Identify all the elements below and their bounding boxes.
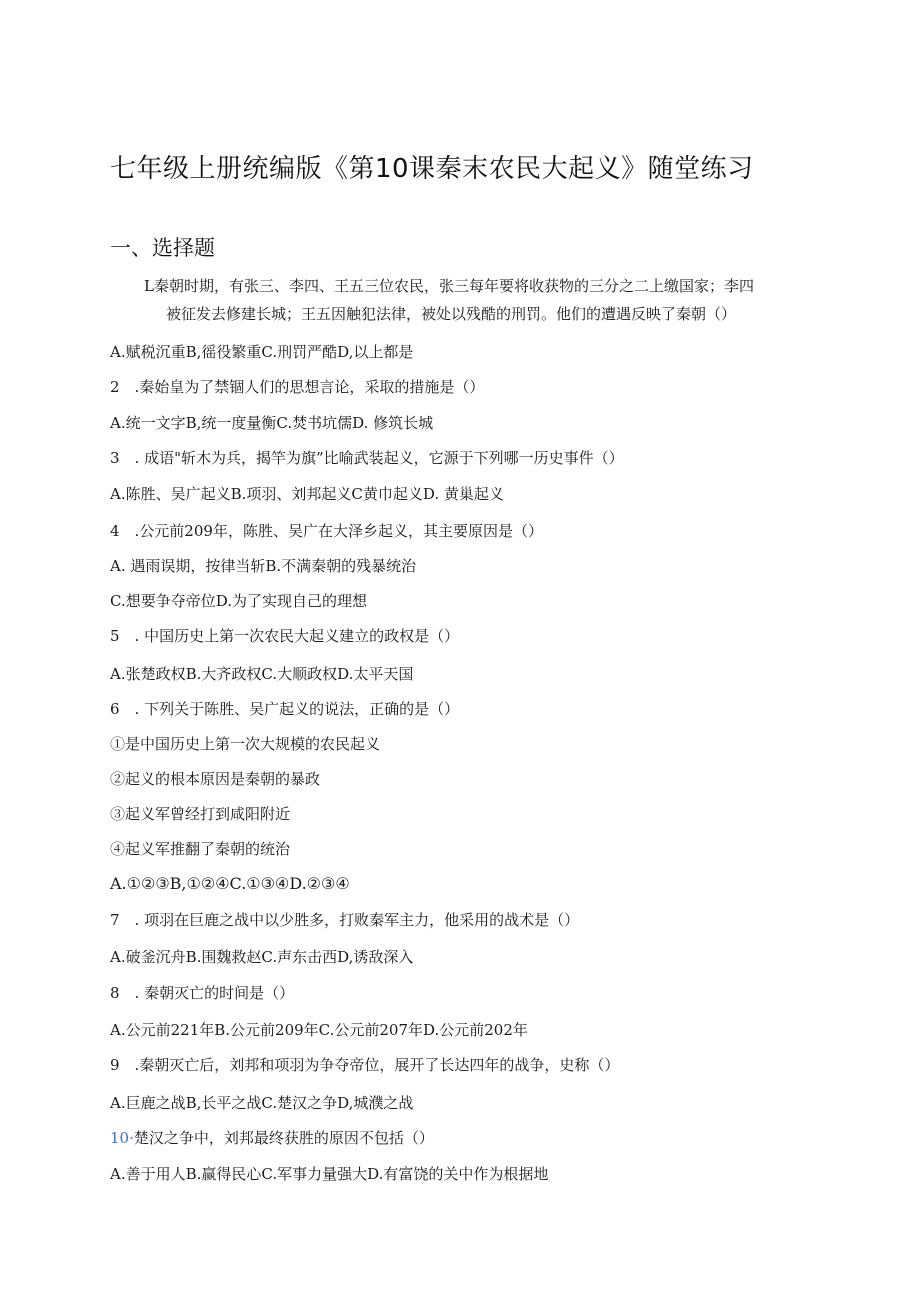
q6-statement-3: ③起义军曾经打到咸阳附近 [110, 805, 291, 823]
question-7: 7 . 项羽在巨鹿之战中以少胜多，打败秦军主力，他采用的战术是（） [110, 911, 580, 929]
q6-statement-4: ④起义军推翻了秦朝的统治 [110, 840, 291, 858]
question-4: 4 .公元前209年，陈胜、吴广在大泽乡起义，其主要原因是（） [110, 522, 543, 540]
page-title: 七年级上册统编版《第10课秦末农民大起义》随堂练习 [110, 154, 754, 184]
question-5: 5 . 中国历史上第一次农民大起义建立的政权是（） [110, 627, 460, 645]
question-3: 3 . 成语"斩木为兵，揭竿为旗”比喻武装起义，它源于下列哪一历史事件（） [110, 449, 624, 467]
q1-options: A.赋税沉重B,徭役繁重C.刑罚严酷D,以上都是 [110, 343, 414, 361]
question-1-line-1: L秦朝时期，有张三、李四、王五三位农民，张三每年要将收获物的三分之二上缴国家；李四 [144, 277, 754, 295]
q3-options: A.陈胜、吴广起义B.项羽、刘邦起义C黄巾起义D. 黄巢起义 [110, 485, 504, 503]
q5-options: A.张楚政权B.大齐政权C.大顺政权D.太平天国 [110, 665, 414, 683]
question-8: 8 . 秦朝灭亡的时间是（） [110, 984, 295, 1002]
question-9: 9 .秦朝灭亡后，刘邦和项羽为争夺帝位，展开了长达四年的战争，史称（） [110, 1056, 620, 1074]
question-10 [110, 1128, 434, 1148]
q10-options: A.善于用人B.赢得民心C.军事力量强大D.有富饶的关中作为根据地 [110, 1165, 549, 1183]
q6-options: A.①②③B,①②④C.①③④D.②③④ [110, 874, 350, 893]
q4-options-a-b: A. 遇雨误期，按律当斩B.不满秦朝的残暴统治 [110, 557, 417, 575]
question-10-text: 楚汉之争中，刘邦最终获胜的原因不包括（） [133, 1129, 434, 1147]
q6-statement-1: ①是中国历史上第一次大规模的农民起义 [110, 735, 381, 753]
question-10-number: 10· [110, 1129, 134, 1147]
q7-options: A.破釜沉舟B.围魏救赵C.声东击西D,诱敌深入 [110, 948, 414, 966]
question-2: 2 .秦始皇为了禁锢人们的思想言论，采取的措施是（） [110, 378, 485, 396]
q9-options: A.巨鹿之战B,长平之战C.楚汉之争D,城濮之战 [110, 1094, 414, 1112]
section-heading: 一、选择题 [110, 236, 215, 260]
q6-statement-2: ②起义的根本原因是秦朝的暴政 [110, 770, 321, 788]
question-1-line-2: 被征发去修建长城；王五因触犯法律，被处以残酷的刑罚。他们的遭遇反映了秦朝（） [166, 305, 737, 323]
q8-options: A.公元前221年B.公元前209年C.公元前207年D.公元前202年 [110, 1021, 528, 1039]
q4-options-c-d: C.想要争夺帝位D.为了实现自己的理想 [110, 592, 367, 610]
q2-options: A.统一文字B,统一度量衡C.焚书坑儒D. 修筑长城 [110, 414, 434, 432]
question-6: 6 . 下列关于陈胜、吴广起义的说法，正确的是（） [110, 700, 460, 718]
